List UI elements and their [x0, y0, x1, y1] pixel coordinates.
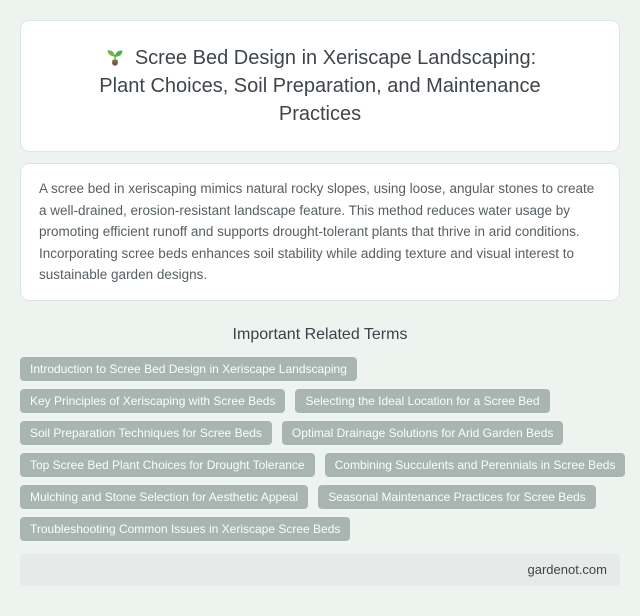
- footer-bar: [20, 554, 620, 586]
- related-term-pill[interactable]: Soil Preparation Techniques for Scree Beds: [20, 421, 272, 445]
- related-term-pill[interactable]: Seasonal Maintenance Practices for Scree Beds: [318, 485, 595, 509]
- term-row: [20, 421, 620, 445]
- related-term-pill[interactable]: Introduction to Scree Bed Design in Xeriscape Landscaping: [20, 357, 357, 381]
- summary-text: A scree bed in xeriscaping mimics natural rocky slopes, using loose, angular stones to create a well-drained, erosion-resistant landscape feature. This method reduces water usage by promoting efficient runoff and supports drought-tolerant plants that thrive in arid conditions. Incorporating scree beds enhances soil stability while adding texture and visual interest to sustainable garden designs.: [39, 181, 595, 282]
- related-term-pill[interactable]: Optimal Drainage Solutions for Arid Garden Beds: [282, 421, 563, 445]
- related-terms-list: [20, 357, 620, 541]
- term-row: [20, 389, 620, 413]
- related-term-pill[interactable]: Selecting the Ideal Location for a Scree Bed: [295, 389, 549, 413]
- term-row: [20, 357, 620, 381]
- page-title-text: Scree Bed Design in Xeriscape Landscaping: Plant Choices, Soil Preparation, and Maintenance Practices: [99, 47, 541, 125]
- page-title: [90, 44, 550, 128]
- site-name: gardenot.com: [527, 561, 607, 577]
- related-term-pill[interactable]: Troubleshooting Common Issues in Xeriscape Scree Beds: [20, 517, 350, 541]
- term-row: [20, 485, 620, 509]
- related-terms-heading: Important Related Terms: [232, 325, 408, 343]
- term-row: [20, 517, 620, 541]
- seedling-icon: [104, 46, 126, 68]
- term-row: [20, 453, 620, 477]
- summary-card: [20, 163, 620, 301]
- title-card: [20, 20, 620, 152]
- related-term-pill[interactable]: Key Principles of Xeriscaping with Scree Beds: [20, 389, 285, 413]
- related-term-pill[interactable]: Mulching and Stone Selection for Aesthetic Appeal: [20, 485, 308, 509]
- related-term-pill[interactable]: Top Scree Bed Plant Choices for Drought Tolerance: [20, 453, 315, 477]
- related-term-pill[interactable]: Combining Succulents and Perennials in Scree Beds: [325, 453, 626, 477]
